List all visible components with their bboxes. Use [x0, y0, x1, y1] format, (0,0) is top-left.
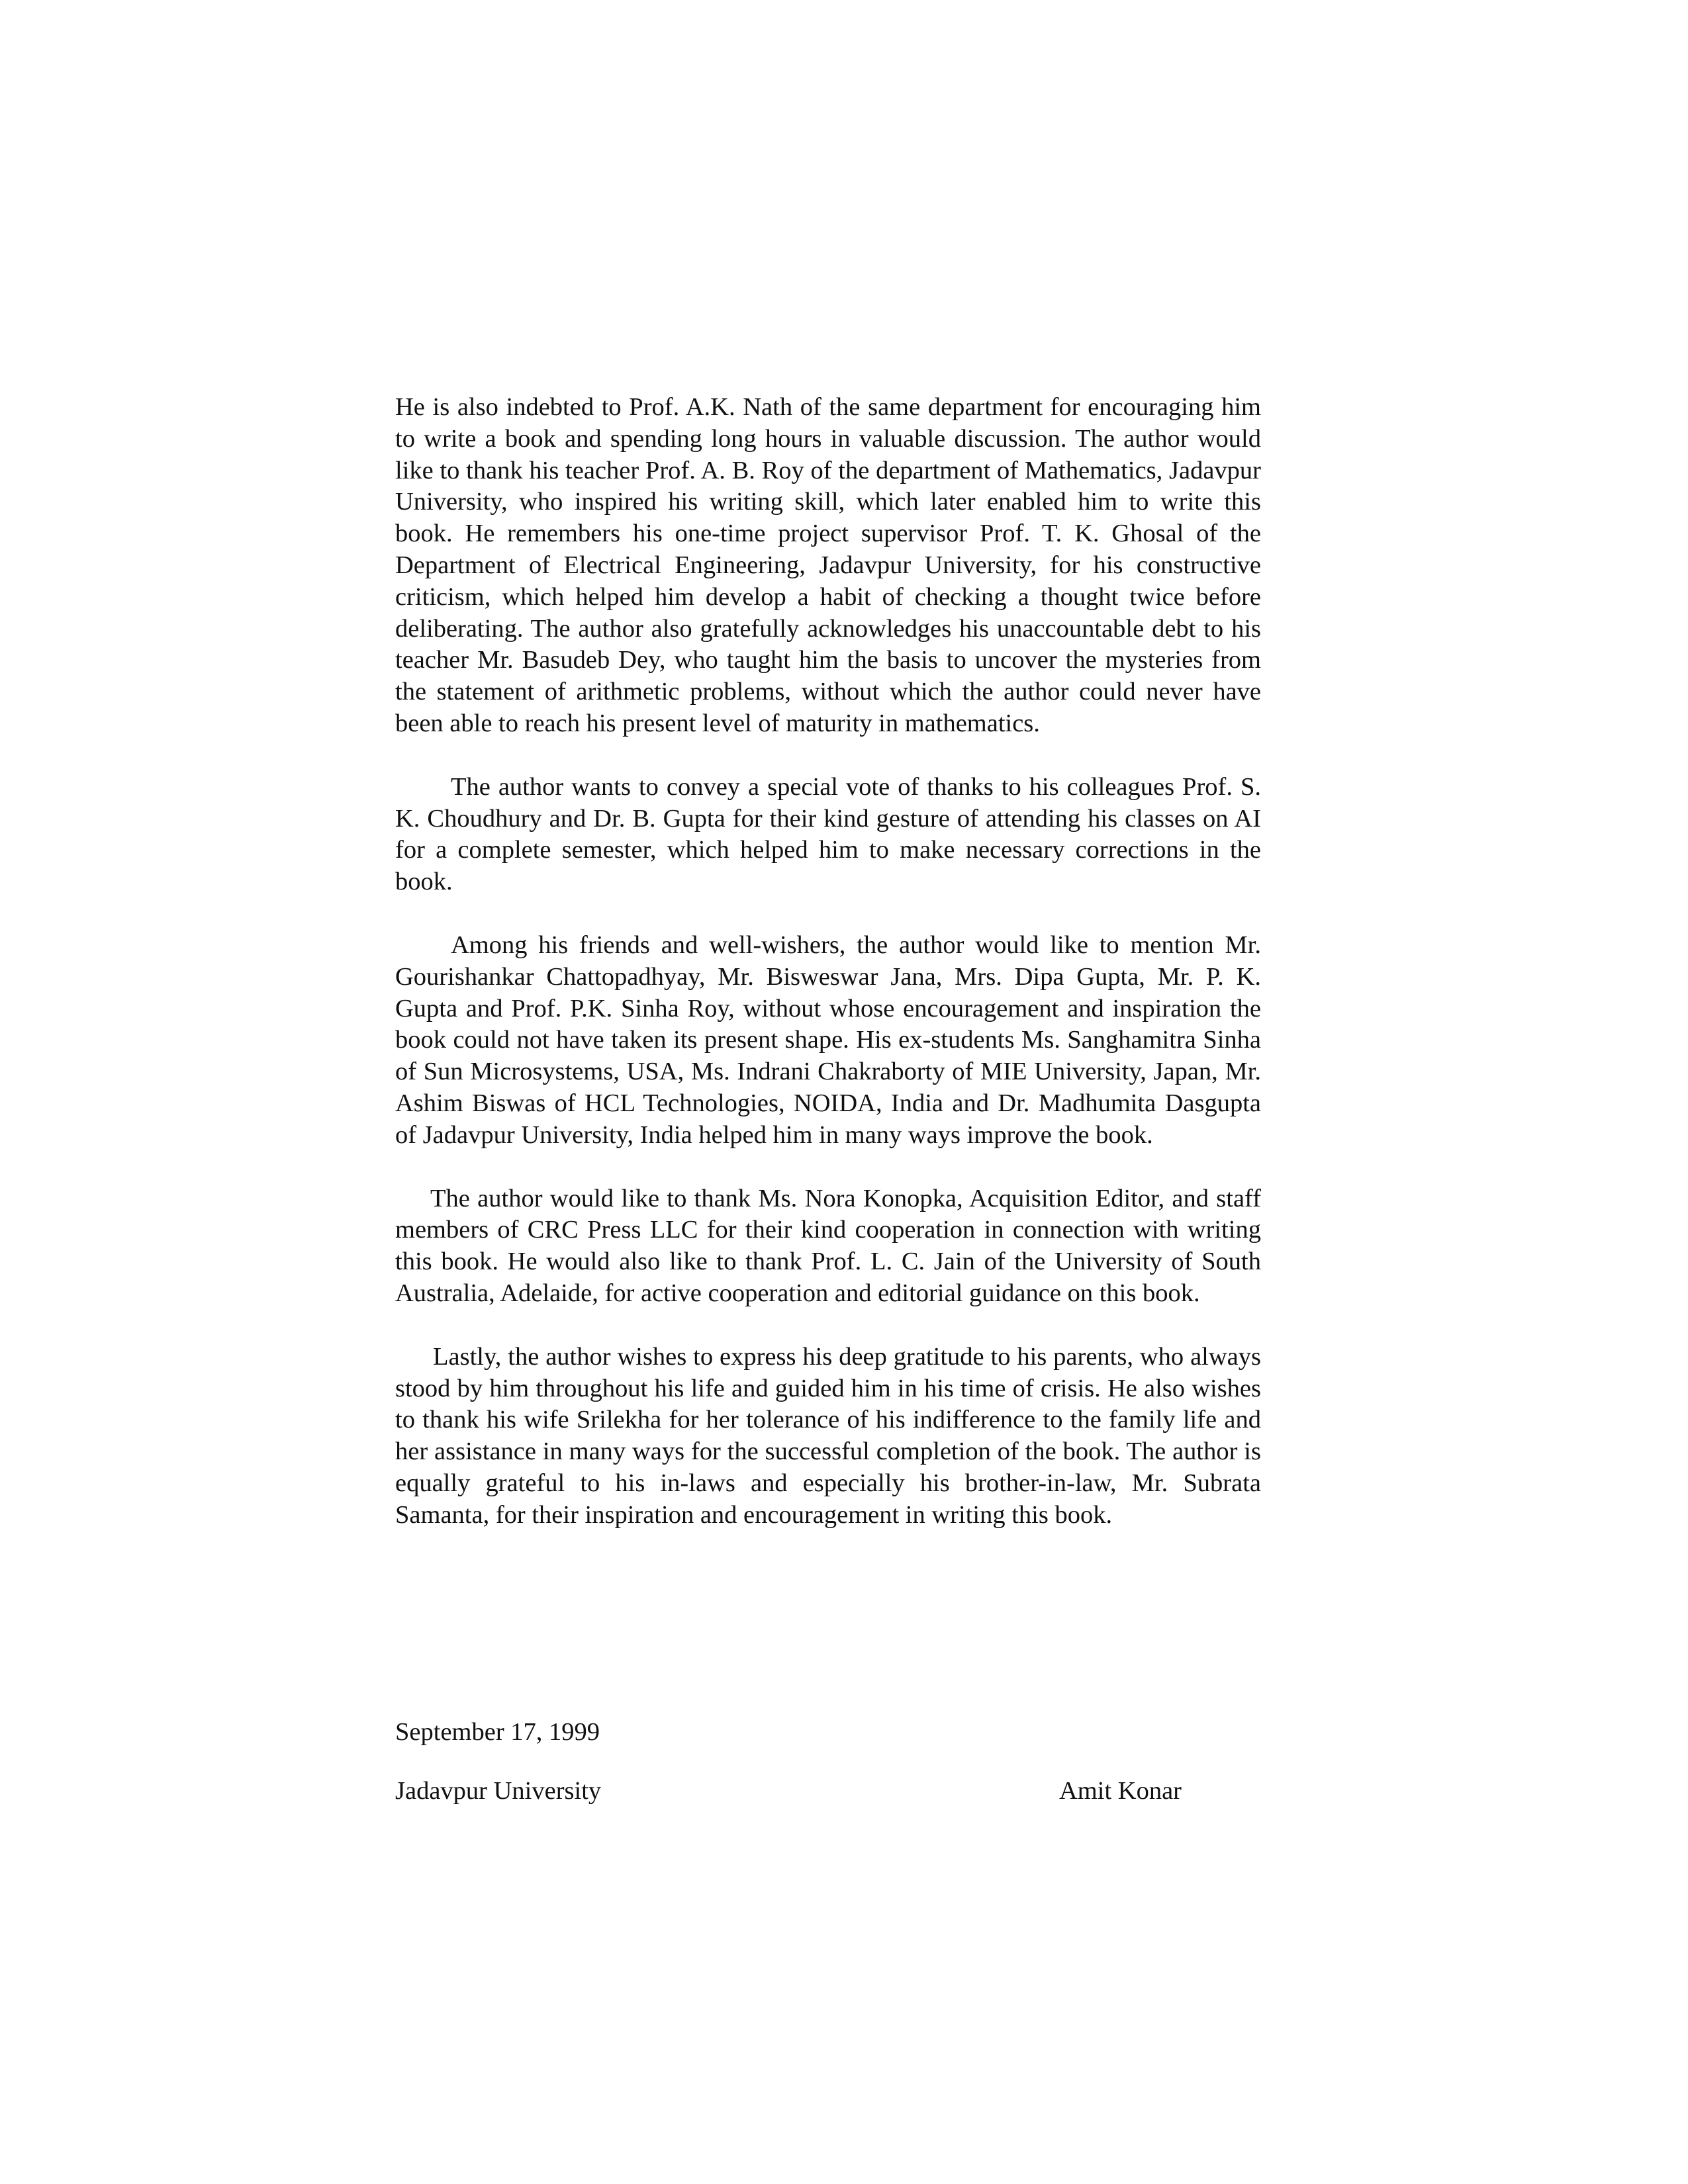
- paragraph-colleagues: The author wants to convey a special vote of thanks to his colleagues Prof. S. K. Choudhury and Dr. B. Gupta for their kind gesture of attending his classes on AI for a complete semester, which helped him to make necessary corrections in the book.: [395, 772, 1261, 896]
- paragraph-gap: [395, 898, 1261, 930]
- paragraph-friends: Among his friends and well-wishers, the author would like to mention Mr. Gourishankar Chattopadhyay, Mr. Bisweswar Jana, Mrs. Dipa Gupta, Mr. P. K. Gupta and Prof. P.K. Sinha Roy, without whose encouragement and inspiration the book could not have taken its present shape. His ex-students Ms. Sanghamitra Sinha of Sun Microsystems, USA, Ms. Indrani Chakraborty of MIE University, Japan, Mr. Ashim Biswas of HCL Technologies, NOIDA, India and Dr. Madhumita Dasgupta of Jadavpur University, India helped him in many ways improve the book.: [395, 931, 1261, 1149]
- signoff-place: Jadavpur University: [395, 1777, 602, 1805]
- paragraph-publisher: The author would like to thank Ms. Nora Konopka, Acquisition Editor, and staff members of CRC Press LLC for their kind cooperation in connection with writing this book. He would also like to thank Prof. L. C. Jain of the University of South Australia, Adelaide, for active cooperation and editorial guidance on this book.: [395, 1184, 1261, 1307]
- signoff-author: Amit Konar: [1059, 1777, 1182, 1805]
- paragraph-indebted: He is also indebted to Prof. A.K. Nath of the same department for encouraging him to write a book and spending long hours in valuable discussion. The author would like to thank his teacher Prof. A. B. Roy of the department of Mathematics, Jadavpur University, who inspired his writing skill, which later enabled him to write this book. He remembers his one-time project supervisor Prof. T. K. Ghosal of the Department of Electrical Engineering, Jadavpur University, for his constructive criticism, which helped him develop a habit of checking a thought twice before deliberating. The author also gratefully acknowledges his unaccountable debt to his teacher Mr. Basudeb Dey, who taught him the basis to uncover the mysteries from the statement of arithmetic problems, without which the author could never have been able to reach his present level of maturity in mathematics.: [395, 393, 1261, 737]
- paragraph-family: Lastly, the author wishes to express his deep gratitude to his parents, who always stood by him throughout his life and guided him in his time of crisis. He also wishes to thank his wife Srilekha for her tolerance of his indifference to the family life and her assistance in many ways for the successful completion of the book. The author is equally grateful to his in-laws and especially his brother-in-law, Mr. Subrata Samanta, for their inspiration and encouragement in writing this book.: [395, 1342, 1261, 1529]
- signoff-date: September 17, 1999: [395, 1718, 600, 1746]
- paragraph-gap: [395, 1310, 1261, 1342]
- signoff-row: [395, 1776, 1261, 1807]
- acknowledgements-body: [395, 392, 1261, 1531]
- paragraph-gap: [395, 1152, 1261, 1183]
- paragraph-gap: [395, 740, 1261, 772]
